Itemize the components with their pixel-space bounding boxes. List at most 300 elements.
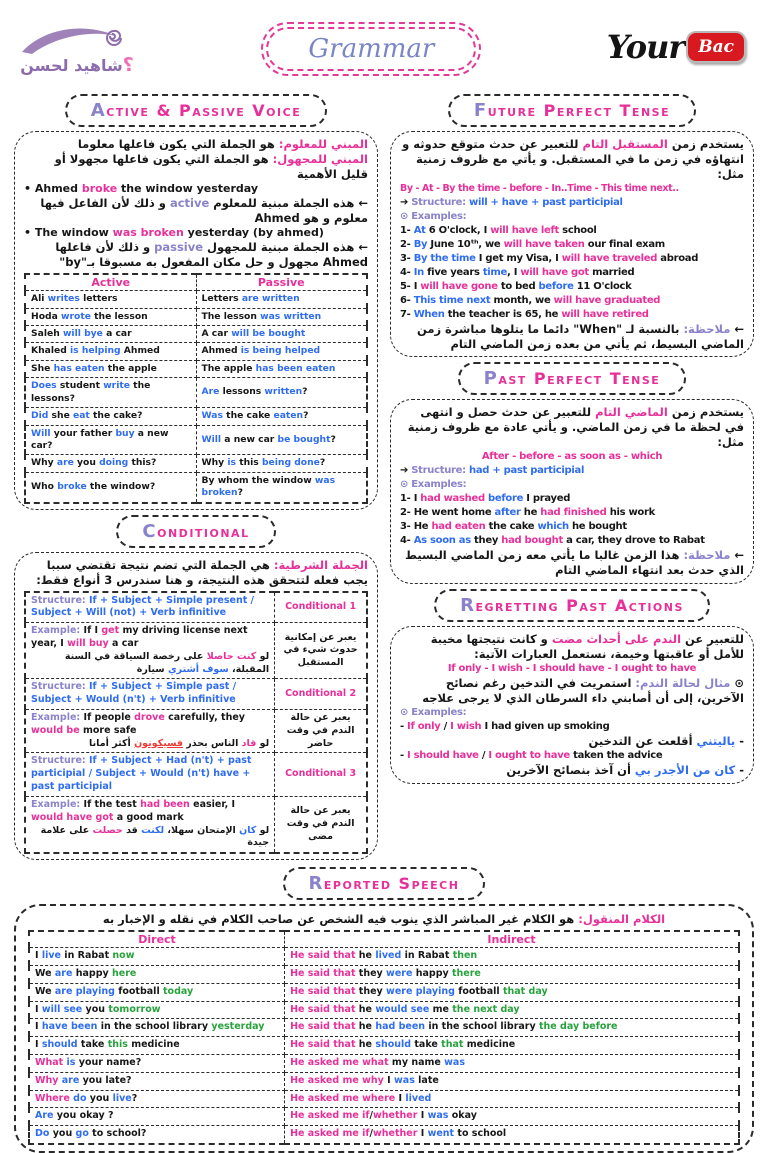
text-segment: the teacher is 65, he (444, 308, 562, 320)
text-segment: What (35, 1056, 64, 1068)
left-logo-text: ؟شاهيد لحسن (20, 53, 134, 76)
text-line (400, 266, 744, 280)
text-segment: tomorrow (108, 1003, 161, 1015)
text-segment: before (488, 493, 524, 505)
text-segment: broke (81, 181, 118, 195)
text-line (400, 749, 744, 763)
table-cell (275, 710, 367, 753)
text-segment: سيارة (136, 663, 168, 675)
text-segment: Are (35, 1110, 54, 1122)
table-cell (275, 592, 367, 623)
table-cell (25, 378, 196, 408)
text-line (31, 712, 269, 738)
text-segment: should (375, 1039, 412, 1051)
text-segment: Ali (31, 293, 48, 305)
text-line (35, 1128, 279, 1141)
past-perfect-box (390, 399, 754, 584)
text-line (31, 651, 269, 677)
text-line (35, 986, 279, 999)
text-segment: to school (454, 1128, 507, 1140)
text-segment: He asked me if (290, 1110, 370, 1122)
future-perfect-text (400, 137, 744, 351)
text-segment: I ought to have (488, 749, 570, 761)
text-line (31, 625, 269, 651)
text-segment: 3- (400, 252, 414, 264)
text-segment: the window? (86, 481, 156, 492)
text-segment: As soon as (413, 535, 471, 547)
text-segment: هو الجملة التي يكون فاعلها معلوما (77, 137, 275, 151)
table-cell (196, 455, 367, 472)
text-segment: whether (373, 1128, 418, 1140)
text-line (24, 558, 368, 588)
text-line (31, 595, 269, 621)
text-segment: الماضي التام (595, 405, 668, 420)
text-segment: ? (237, 487, 243, 499)
text-segment: written (264, 386, 303, 398)
text-line (400, 182, 744, 196)
text-line (400, 763, 744, 778)
conditional-box (14, 552, 378, 861)
text-line (290, 968, 733, 981)
text-segment: لكنت (141, 824, 165, 836)
text-line (400, 294, 744, 308)
text-segment: A car (201, 328, 232, 339)
text-segment: فسيكونون (134, 737, 183, 749)
text-segment: abroad (657, 252, 699, 264)
regret-text (400, 632, 744, 778)
column-header: Active (25, 274, 196, 291)
text-segment: would be (31, 724, 80, 736)
text-segment: ياليتني (696, 733, 736, 748)
table-cell (275, 679, 367, 710)
text-segment: مثال لحالة الندم: (631, 676, 731, 691)
text-line (400, 478, 744, 492)
text-segment: happy (412, 967, 452, 979)
text-segment: taken the advice (569, 749, 663, 761)
table-row (29, 1054, 739, 1072)
text-segment: هذا الزمن غالبا ما يأتي معه زمن الماضي البسيط الذي حدث بعد انتهاء الماضي التام (405, 548, 744, 578)
table-cell (25, 343, 196, 360)
left-logo (18, 20, 136, 75)
text-segment: قاد (241, 737, 257, 749)
table-cell (285, 1126, 739, 1144)
text-segment: you (73, 457, 100, 469)
text-line (31, 681, 269, 707)
text-line (35, 950, 279, 963)
text-segment: Does (31, 380, 57, 392)
text-segment: football (114, 985, 164, 997)
text-line (24, 182, 368, 196)
text-segment: wrote (60, 310, 91, 322)
text-segment: 4- (400, 266, 414, 278)
text-line (290, 950, 733, 963)
table-row (25, 455, 367, 472)
text-segment: I (35, 1003, 42, 1015)
text-line (31, 799, 269, 825)
right-logo-your: Your (606, 28, 685, 66)
text-line (400, 210, 744, 224)
past-perfect-text (400, 405, 744, 578)
text-segment: يستخدم زمن (667, 137, 744, 151)
section-title: Regretting Past Actions (460, 595, 684, 617)
table-cell (25, 291, 196, 308)
text-segment: the apple (104, 362, 157, 374)
text-segment: / (369, 1110, 373, 1122)
text-segment: in the school library (425, 1021, 539, 1033)
text-segment: was (427, 1110, 449, 1122)
text-line (280, 805, 361, 843)
logo-mark: ؟ (122, 53, 134, 76)
text-segment: were playing (386, 985, 455, 997)
text-segment: live (112, 1092, 132, 1104)
text-line (31, 755, 269, 793)
text-segment: ➔ (400, 465, 412, 477)
text-segment: live (41, 950, 61, 962)
table-row (25, 291, 367, 308)
text-line (31, 293, 191, 305)
text-segment: you late? (79, 1074, 132, 1086)
text-segment: Will (201, 433, 222, 445)
text-segment: المبني للمجهول: (268, 151, 368, 166)
table-row (29, 1019, 739, 1037)
text-segment: أقلعت عن التدخين (588, 733, 697, 748)
table-cell (29, 1054, 285, 1072)
table-cell (275, 753, 367, 796)
text-segment: take (411, 1039, 442, 1051)
table-cell (25, 408, 196, 425)
text-segment: this? (128, 457, 157, 469)
text-segment: be bought (277, 433, 331, 445)
text-line (31, 311, 191, 323)
active-passive-table (24, 273, 368, 503)
table-cell (285, 965, 739, 983)
text-segment: / (369, 1128, 373, 1140)
text-segment: were (386, 967, 413, 979)
text-segment: لو (256, 650, 270, 662)
reported-section (14, 867, 754, 1153)
text-segment: he (355, 1003, 376, 1015)
text-segment: time (482, 266, 508, 278)
text-line (290, 1093, 733, 1106)
text-segment: whether (373, 1110, 418, 1122)
text-segment: letters (79, 293, 118, 305)
text-line (31, 328, 191, 340)
text-segment: lessons (219, 386, 265, 398)
text-segment: يعبر عن إمكانية حدوث شيء في المستقبل (283, 631, 358, 669)
text-line (400, 308, 744, 322)
text-line (400, 224, 744, 238)
text-line (31, 825, 269, 851)
text-segment: five years (423, 266, 483, 278)
text-segment: which (537, 521, 569, 533)
text-line (400, 450, 744, 464)
text-segment: the cake (485, 521, 538, 533)
text-segment: ⊙ (730, 676, 744, 691)
text-segment: If the test (83, 798, 141, 810)
text-segment: We (35, 967, 55, 979)
text-segment: ← (730, 321, 744, 336)
text-segment: بالنسبة لـ "When" دائما ما يتلوها مباشرة زمن الماضي البسيط، ثم يأتي من بعده زمن الماضي التام (416, 321, 744, 351)
table-row (25, 623, 367, 679)
section-header-past-perfect (458, 362, 687, 395)
text-segment: 7- (400, 308, 414, 320)
text-segment: was broken (201, 474, 336, 499)
text-segment: I (35, 950, 42, 962)
text-segment: ملاحظة: (679, 321, 731, 336)
text-segment: 3- He (400, 521, 432, 533)
text-segment: are written (241, 293, 300, 305)
text-segment: He said that (290, 1003, 356, 1015)
table-cell (25, 425, 196, 455)
text-segment: Will (31, 427, 51, 439)
table-row (25, 343, 367, 360)
text-segment: there (452, 967, 481, 979)
text-segment: المستقبل التام (582, 137, 668, 151)
table-header-row (29, 931, 739, 948)
text-segment: will have retired (561, 308, 649, 320)
table-row (29, 1037, 739, 1055)
text-segment: يعبر عن حالة الندم في وقت مضى (286, 805, 355, 842)
text-segment: before (538, 280, 574, 292)
text-line (202, 311, 362, 323)
text-line (202, 410, 362, 422)
text-segment: كنت حاصلا (206, 650, 257, 662)
text-segment: you (49, 1128, 76, 1140)
text-segment: • Ahmed (24, 181, 82, 195)
table-cell (29, 983, 285, 1001)
table-header-row (25, 274, 367, 291)
text-segment: 1- I (400, 493, 421, 505)
table-cell (196, 291, 367, 308)
text-segment: 11 O'clock (573, 280, 632, 292)
text-line (35, 1093, 279, 1106)
table-cell (25, 360, 196, 377)
table-row (25, 796, 367, 853)
text-segment: had + past participial (469, 465, 585, 477)
text-segment: had been (140, 798, 190, 810)
table-row (25, 753, 367, 796)
reported-table (28, 930, 740, 1145)
text-line (24, 137, 368, 152)
text-segment: على علامة جيدة (40, 824, 270, 849)
page-title-text: Grammar (308, 34, 435, 64)
text-segment: to school? (88, 1128, 147, 1140)
text-line (400, 405, 744, 450)
table-row (25, 679, 367, 710)
text-segment: I (395, 1092, 406, 1104)
section-header-active-passive (65, 94, 327, 127)
text-segment: - (400, 720, 408, 732)
text-segment: that day (502, 985, 548, 997)
text-segment: In (413, 266, 424, 278)
text-segment: was written (260, 310, 322, 322)
text-line (24, 196, 368, 226)
text-segment: the lessons? (31, 380, 151, 404)
text-segment: Example: (31, 712, 84, 724)
text-segment: my driving license next year, I (31, 625, 248, 649)
text-line (400, 322, 744, 352)
text-segment: , I (507, 266, 521, 278)
text-segment: your name? (75, 1056, 142, 1068)
data-table (24, 273, 368, 503)
text-segment: Example: (31, 798, 84, 810)
text-segment: - (735, 733, 744, 748)
text-line (202, 434, 362, 446)
table-cell (25, 455, 196, 472)
text-segment: / (440, 720, 451, 732)
table-cell (285, 1019, 739, 1037)
text-segment: Structure: (411, 465, 470, 477)
table-cell (196, 308, 367, 325)
table-cell (25, 472, 196, 502)
text-segment: a good mark (113, 811, 184, 823)
text-segment: ? (131, 1092, 138, 1104)
text-segment: in the school library (97, 1021, 212, 1033)
text-segment: He said that (290, 967, 356, 979)
text-segment: We (35, 985, 55, 997)
text-segment: Letters (201, 293, 242, 305)
text-segment: will buy (67, 637, 109, 649)
table-row (29, 1001, 739, 1019)
text-segment: By - At - By the time - before - In..Time - This time next.. (400, 182, 679, 194)
text-segment: Ahmed (201, 345, 241, 357)
text-segment: buy (115, 427, 135, 439)
reported-intro (28, 912, 740, 927)
text-segment: If only - I wish - I should have - I ought to have (447, 663, 697, 675)
text-segment: If + Subject + Simple past / Subject + Would (n't) + Verb infinitive (31, 681, 237, 706)
text-segment: 6- (400, 294, 414, 306)
column-header: Passive (196, 274, 367, 291)
text-line (35, 1110, 279, 1123)
conditional-table (24, 591, 368, 855)
text-segment: ? (303, 410, 309, 422)
text-segment: okay (448, 1110, 477, 1122)
text-line (400, 706, 744, 720)
text-segment: 6 O'clock, I (425, 224, 491, 236)
table-row (25, 592, 367, 623)
text-segment: I should have (407, 749, 479, 761)
text-segment: married (588, 266, 635, 278)
future-perfect-header-row (390, 94, 754, 127)
text-segment: 2- (400, 238, 414, 250)
text-segment: يعبر عن حالة الندم في وقت حاضر (286, 712, 355, 749)
text-segment: By whom the window (201, 474, 315, 486)
text-segment: do (73, 1092, 87, 1104)
text-segment: 1- (400, 224, 414, 236)
text-segment: your father (50, 427, 116, 439)
text-segment: to bed (497, 280, 539, 292)
text-line (290, 1128, 733, 1141)
text-segment: they (470, 535, 502, 547)
text-line (31, 363, 191, 375)
text-line (400, 196, 744, 210)
text-segment: a car, they drove to Rabat (562, 535, 705, 547)
text-segment: will have graduated (553, 294, 661, 306)
text-segment: student (56, 380, 104, 392)
text-segment: If + Subject + Had (n't) + past participial / Subject + Would (n't) have + past participial (31, 755, 252, 793)
text-segment: If I (83, 625, 102, 637)
table-cell (29, 1090, 285, 1108)
table-row (29, 948, 739, 966)
text-segment: had bought (501, 535, 563, 547)
text-segment: carefully, they (164, 712, 245, 724)
regret-header-row (390, 589, 754, 622)
table-cell (196, 408, 367, 425)
text-segment: eat (73, 410, 90, 422)
text-segment: should (41, 1039, 78, 1051)
text-segment: today (163, 985, 194, 997)
table-row (25, 360, 367, 377)
text-line (400, 506, 744, 520)
text-segment: a car (102, 328, 132, 339)
left-column (14, 92, 378, 865)
table-cell (285, 1054, 739, 1072)
section-header-conditional (116, 515, 275, 548)
text-segment: had eaten (431, 521, 486, 533)
text-segment: his work (606, 507, 655, 519)
text-segment: ← هذه الجملة مبنية للمعلوم (209, 196, 368, 211)
text-segment: would have got (31, 811, 114, 823)
table-cell (25, 753, 275, 796)
table-row (25, 472, 367, 502)
text-segment: Why (31, 457, 57, 469)
table-cell (29, 948, 285, 966)
text-line (202, 386, 362, 398)
text-segment: are (56, 457, 74, 469)
text-segment: the cake? (89, 410, 143, 422)
text-segment: He asked me what (290, 1056, 389, 1068)
table-cell (285, 1001, 739, 1019)
text-segment: للتعبير عن حدث متوقع حدوثه و انتهاؤه في زمن ما في المستقبل. و يأتي مع ظروف زمنية مثل: (402, 137, 744, 181)
text-line (202, 363, 362, 375)
text-segment: happy (72, 967, 113, 979)
text-segment: Where (35, 1092, 70, 1104)
text-line (280, 712, 361, 750)
table-cell (25, 679, 275, 710)
text-line (24, 240, 368, 270)
text-segment: Structure: (31, 681, 90, 693)
text-segment: broke (57, 481, 87, 492)
text-line (35, 1057, 279, 1070)
table-row (25, 326, 367, 343)
text-segment: late (414, 1074, 439, 1086)
text-line (202, 293, 362, 305)
text-segment: ⊙ Examples: (400, 210, 467, 222)
table-cell (29, 1108, 285, 1126)
data-table (24, 591, 368, 855)
table-row (25, 408, 367, 425)
text-segment: استمريت في التدخين رغم نصائح الآخرين، إلى أن أصابني داء السرطان الذي لا يرجى علاجه (422, 676, 744, 705)
text-segment: the next day (452, 1003, 520, 1015)
text-segment: أكثر أمانا (89, 737, 135, 749)
text-segment: a car (108, 637, 139, 649)
text-line (31, 457, 191, 469)
text-segment: lived (405, 1092, 432, 1104)
text-segment: ← هذه الجملة مبنية للمجهول (203, 240, 368, 255)
column-header: Indirect (285, 931, 739, 948)
text-segment: they (355, 985, 387, 997)
text-segment: are playing (54, 985, 115, 997)
text-segment: / (478, 749, 489, 761)
text-line (400, 662, 744, 676)
text-segment: was broken (112, 225, 184, 239)
text-segment: الكلام المنقول: (574, 912, 666, 927)
text-line (31, 345, 191, 357)
text-segment: you okay ? (53, 1110, 114, 1122)
table-cell (275, 623, 367, 679)
text-segment: will have left (490, 224, 559, 236)
reported-header-row (14, 867, 754, 900)
